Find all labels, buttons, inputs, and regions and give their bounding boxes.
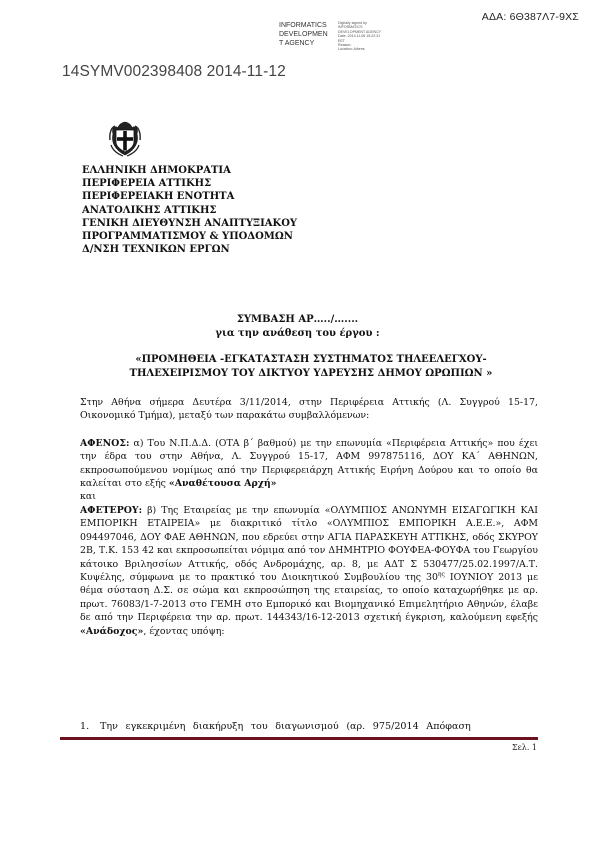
list-item-number: 1. — [80, 721, 90, 732]
issuer-header — [82, 164, 297, 256]
first-party-paragraph — [80, 437, 538, 491]
signature-detail-line: Digitally signed by — [338, 21, 367, 25]
first-party-label: ΑΦΕΝΟΣ: — [80, 438, 130, 449]
second-party-text-cont: ΙΟΥΝΙΟΥ 2013 με θέμα σύσταση Δ.Σ. σε σώμα και εκπροσώπηση της εταιρείας, το οποίο καταχωρήθηκε με αρ. πρωτ. 76083/1-7-2013 στο ΓΕΜΗ στο Εμπορικό και Βιομηχανικό Επιμελητήριο Αθηνών, έλαβε δε από την Περιφέρεια την αρ. πρωτ. 144343/16-12-2013 σχετική έγκριση, καλούμενη εφεξής — [80, 572, 538, 624]
signature-org — [279, 21, 328, 48]
conjunction: και — [80, 491, 96, 502]
contract-title: ΣΥΜΒΑΣΗ ΑΡ…../….... — [236, 314, 359, 325]
considerations-list-item — [80, 720, 538, 733]
signature-detail-line: Date: 2014.11.06 15:22:31 — [338, 34, 381, 39]
subject-line: «ΠΡΟΜΗΘΕΙΑ -ΕΓΚΑΤΑΣΤΑΣΗ ΣΥΣΤΗΜΑΤΟΣ ΤΗΛΕΕΛΕΓΧΟΥ- — [135, 354, 487, 365]
signature-details — [338, 21, 381, 52]
header-line: ΠΕΡΙΦΕΡΕΙΑΚΗ ΕΝΟΤΗΤΑ — [82, 191, 235, 203]
contract-subject — [80, 353, 542, 381]
header-line: ΠΕΡΙΦΕΡΕΙΑ ΑΤΤΙΚΗΣ — [82, 178, 212, 190]
greek-coat-of-arms-icon — [108, 120, 142, 157]
intro-paragraph: Στην Αθήνα σήμερα Δευτέρα 3/11/2014, στην Περιφέρεια Αττικής (Λ. Συγγρού 15-17, Οικονομικό Τμήμα), μεταξύ των παρακάτω συμβαλλόμενων: — [80, 397, 538, 422]
second-party-text: β) Της Εταιρείας με την επωνυμία «ΟΛΥΜΠΙΟΣ ΑΝΩΝΥΜΗ ΕΙΣΑΓΩΓΙΚΗ ΚΑΙ ΕΜΠΟΡΙΚΗ ΕΤΑΙΡΕΙΑ» με διακριτικό τίτλο «ΟΛΥΜΠΙΟΣ ΕΜΠΟΡΙΚΗ Α.Ε.Ε.», ΑΦΜ 094497046, ΔΟΥ ΦΑΕ ΑΘΗΝΩΝ, που εδρεύει στην ΑΓΙΑ ΠΑΡΑΣΚΕΥΗ ΑΤΤΙΚΗΣ, οδός ΣΚΥΡΟΥ 2Β, Τ.Κ. 153 42 και εκπροσωπείται νόμιμα από τον ΔΗΜΗΤΡΙΟ ΦΟΥΦΕΑ-ΦΟΥΦΑ του Γεωργίου κάτοικο Βριλησσίων Αττικής, οδός Ανδρομάχης, αρ. 8, με ΑΔΤ Σ 530477/25.02.1997/Α.Τ. Κυψέλης, σύμφωνα με το πρακτικό του Διοικητικού Συμβουλίου της 30 — [80, 505, 538, 584]
signature-org-line: T AGENCY — [279, 40, 315, 47]
signature-org-line: DEVELOPMEN — [279, 31, 328, 38]
first-party-role: «Αναθέτουσα Αρχή» — [168, 478, 277, 490]
second-party-tail: , έχοντας υπόψη: — [143, 625, 225, 637]
signature-org-line: INFORMATICS — [279, 22, 327, 29]
ada-code: ΑΔΑ: 6Θ387Λ7-9ΧΣ — [481, 11, 579, 23]
signature-detail-line: DEVELOPMENT AGENCY — [338, 29, 382, 34]
second-party-label: ΑΦΕΤΕΡΟΥ: — [80, 505, 143, 516]
signature-detail-line: Reason: — [338, 43, 352, 48]
footer-rule — [60, 737, 538, 740]
list-item-text: Την εγκεκριμένη διακήρυξη του διαγωνισμού (αρ. 975/2014 Απόφαση — [100, 721, 471, 732]
signature-detail-line: Location: Athens — [338, 47, 365, 52]
registry-stamp: 14SYMV002398408 2014-11-12 — [62, 63, 286, 80]
header-line: Δ/ΝΣΗ ΤΕΧΝΙΚΩΝ ΕΡΓΩΝ — [82, 244, 230, 256]
second-party-paragraph — [80, 504, 538, 638]
ordinal-suffix: ης — [437, 570, 445, 578]
second-party-role: «Ανάδοχος» — [80, 625, 144, 637]
header-line: ΠΡΟΓΡΑΜΜΑΤΙΣΜΟΥ & ΥΠΟΔΟΜΩΝ — [82, 231, 293, 243]
signature-detail-line: EET — [338, 38, 345, 43]
subject-line: ΤΗΛΕΧΕΙΡΙΣΜΟΥ ΤΟΥ ΔΙΚΤΥΟΥ ΥΔΡΕΥΣΗΣ ΔΗΜΟΥ ΩΡΩΠΙΩΝ » — [129, 368, 493, 379]
header-line: ΑΝΑΤΟΛΙΚΗΣ ΑΤΤΙΚΗΣ — [82, 204, 217, 216]
header-line: ΕΛΛΗΝΙΚΗ ΔΗΜΟΚΡΑΤΙΑ — [82, 165, 231, 176]
contract-title-block — [0, 313, 595, 341]
signature-detail-line: INFORMATICS — [338, 25, 363, 30]
first-party-text: α) Του Ν.Π.Δ.Δ. (ΟΤΑ β΄ βαθμού) με την επωνυμία «Περιφέρεια Αττικής» που έχει την έδρα του στην Αθήνα, Λ. Συγγρού 15-17, ΑΦΜ 997875116, ΔΟΥ ΚΑ΄ ΑΘΗΝΩΝ, εκπροσωπούμενου νομίμως από την Περιφερειάρχη Αττικής Ειρήνη Δούρου και το οποίο θα καλείται στο εξής — [80, 438, 538, 490]
header-line: ΓΕΝΙΚΗ ΔΙΕΥΘΥΝΣΗ ΑΝΑΠΤΥΞΙΑΚΟΥ — [82, 217, 298, 229]
contract-subtitle: για την ανάθεση του έργου : — [215, 328, 380, 339]
page-number: Σελ. 1 — [511, 743, 537, 752]
